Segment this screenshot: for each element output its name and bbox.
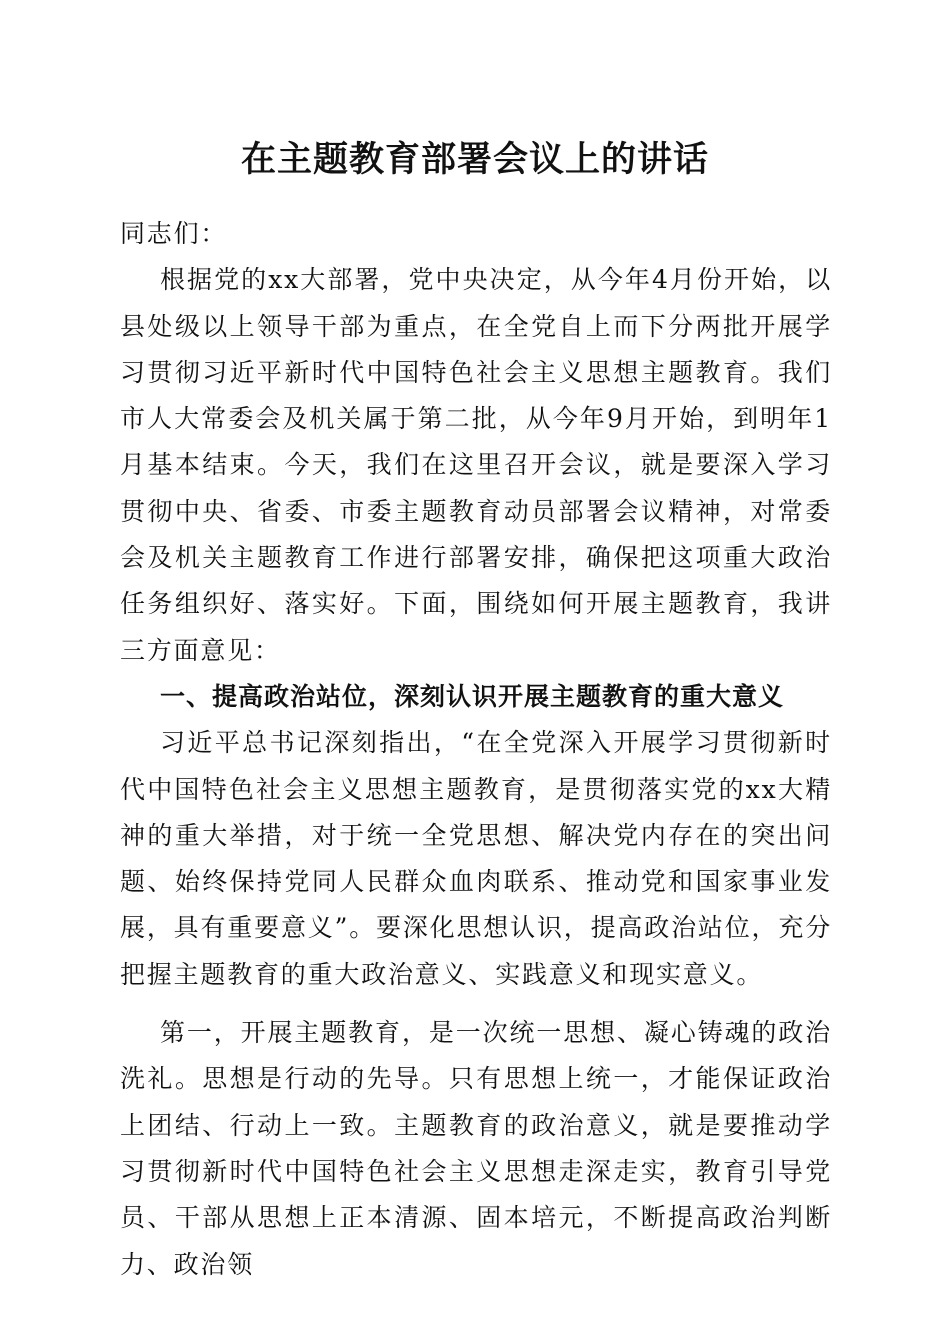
paragraph-first-point: 第一，开展主题教育，是一次统一思想、凝心铸魂的政治洗礼。思想是行动的先导。只有思想上统一，才能保证政治上团结、行动上一致。主题教育的政治意义，就是要推动学习贯彻新时代中国特色社会主义思想走深走实，教育引导党员、干部从思想上正本清源、固本培元，不断提高政治判断力、政治领: [120, 1018, 832, 1279]
salutation: 同志们：: [120, 219, 228, 248]
section-heading: 一、提高政治站位，深刻认识开展主题教育的重大意义: [160, 681, 785, 711]
document-title: 在主题教育部署会议上的讲话: [240, 139, 709, 180]
paragraph-intro: 根据党的xx大部署，党中央决定，从今年4月份开始，以县处级以上领导干部为重点，在全党自上而下分两批开展学习贯彻习近平新时代中国特色社会主义思想主题教育。我们市人大常委会及机关属于第二批，从今年9月开始，到明年1月基本结束。今天，我们在这里召开会议，就是要深入学习贯彻中央、省委、市委主题教育动员部署会议精神，对常委会及机关主题教育工作进行部署安排，确保把这项重大政治任务组织好、落实好。下面，围绕如何开展主题教育，我讲三方面意见：: [120, 265, 832, 665]
paragraph-quote: 习近平总书记深刻指出，“在全党深入开展学习贯彻新时代中国特色社会主义思想主题教育，是贯彻落实党的xx大精神的重大举措，对于统一全党思想、解决党内存在的突出问题、始终保持党同人民群众血肉联系、推动党和国家事业发展，具有重要意义”。要深化思想认识，提高政治站位，充分把握主题教育的重大政治意义、实践意义和现实意义。: [120, 728, 832, 989]
document-body: [120, 211, 832, 1288]
